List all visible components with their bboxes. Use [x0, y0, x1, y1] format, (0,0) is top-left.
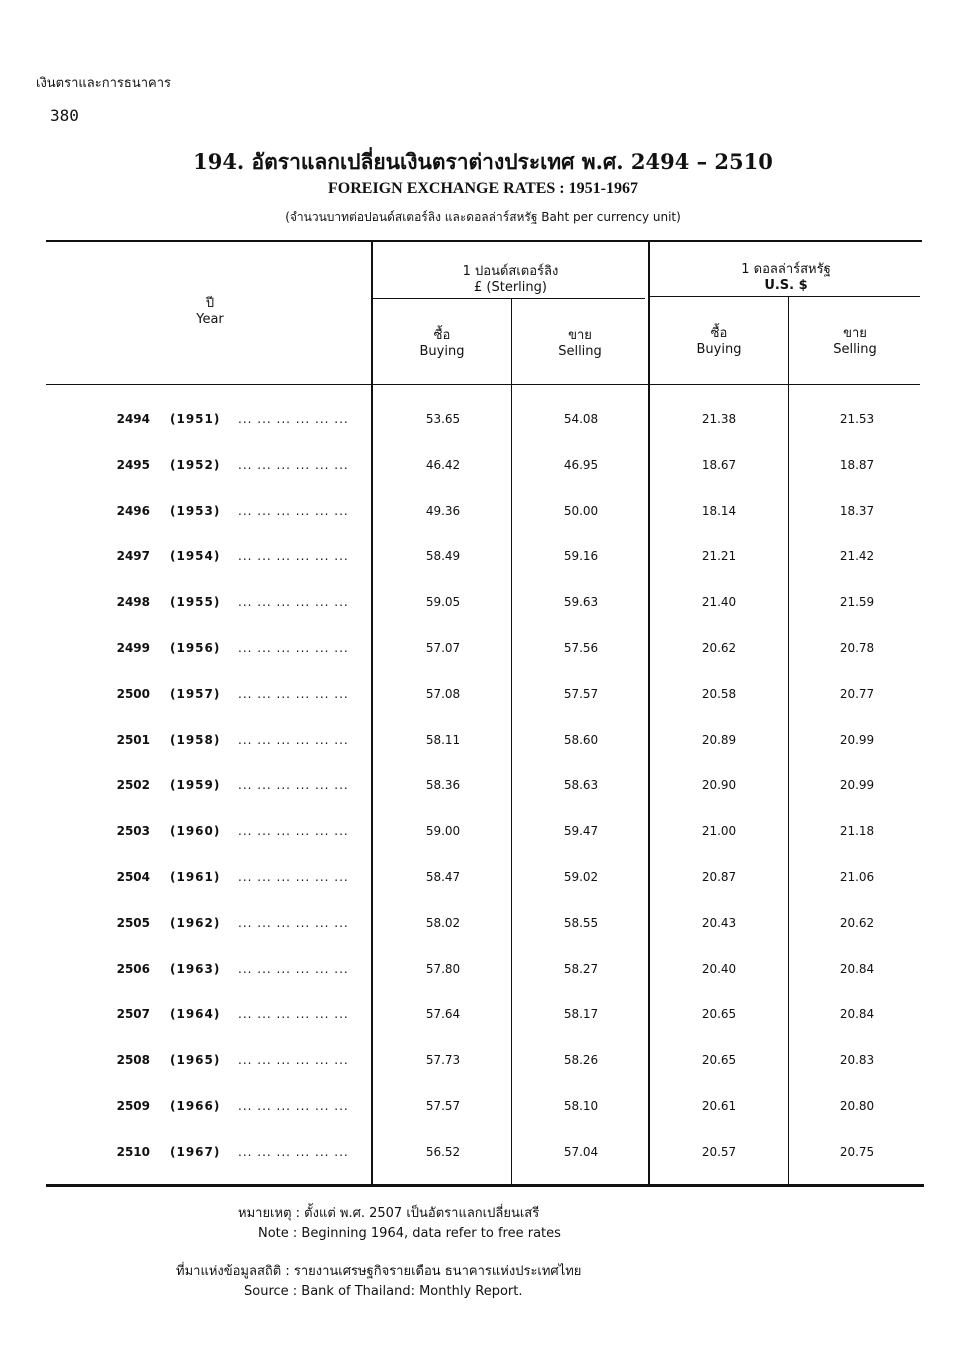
sterling-buying-value: 58.36 [425, 778, 461, 792]
usd-buying-value: 20.65 [701, 1007, 737, 1021]
year-ce: (1958) [170, 733, 221, 747]
leader-dots: ... ... ... ... ... ... [238, 412, 349, 426]
sterling-buying-value: 58.02 [425, 916, 461, 930]
table-row [0, 1145, 966, 1175]
table-subtitle: (จำนวนบาทต่อปอนด์สเตอร์ลิง และดอลล่าร์สหรัฐ Baht per currency unit) [285, 210, 681, 224]
sterling-buying-value: 57.73 [425, 1053, 461, 1067]
table-row [0, 1099, 966, 1129]
usd-buying-value: 20.87 [701, 870, 737, 884]
note-thai: หมายเหตุ : ตั้งแต่ พ.ศ. 2507 เป็นอัตราแลกเปลี่ยนเสรี [238, 1206, 540, 1221]
sterling-selling-value: 57.56 [563, 641, 599, 655]
year-ce: (1960) [170, 824, 221, 838]
year-be: 2503 [116, 824, 150, 838]
sterling-selling-value: 54.08 [563, 412, 599, 426]
year-ce: (1959) [170, 778, 221, 792]
table-row [0, 916, 966, 946]
year-be: 2506 [116, 962, 150, 976]
year-be: 2502 [116, 778, 150, 792]
usd-buying-header [650, 326, 788, 358]
usd-selling-value: 21.59 [839, 595, 875, 609]
year-ce: (1951) [170, 412, 221, 426]
table-row [0, 824, 966, 854]
leader-dots: ... ... ... ... ... ... [238, 916, 349, 930]
sterling-selling-thai: ขาย [568, 328, 592, 343]
usd-buying-value: 18.67 [701, 458, 737, 472]
usd-selling-value: 21.42 [839, 549, 875, 563]
year-ce: (1962) [170, 916, 221, 930]
table-row [0, 870, 966, 900]
usd-buying-english: Buying [696, 342, 742, 357]
year-be: 2501 [116, 733, 150, 747]
usd-buying-value: 20.40 [701, 962, 737, 976]
year-be: 2507 [116, 1007, 150, 1021]
usd-buying-value: 21.00 [701, 824, 737, 838]
leader-dots: ... ... ... ... ... ... [238, 458, 349, 472]
sterling-selling-header [512, 328, 648, 360]
sterling-selling-value: 59.16 [563, 549, 599, 563]
leader-dots: ... ... ... ... ... ... [238, 962, 349, 976]
leader-dots: ... ... ... ... ... ... [238, 1007, 349, 1021]
year-be: 2510 [116, 1145, 150, 1159]
table-row [0, 641, 966, 671]
year-be: 2508 [116, 1053, 150, 1067]
usd-buying-value: 20.58 [701, 687, 737, 701]
year-header-thai: ปี [205, 296, 215, 311]
leader-dots: ... ... ... ... ... ... [238, 1053, 349, 1067]
year-be: 2500 [116, 687, 150, 701]
year-ce: (1953) [170, 504, 221, 518]
usd-selling-value: 20.78 [839, 641, 875, 655]
year-ce: (1956) [170, 641, 221, 655]
sterling-buying-value: 46.42 [425, 458, 461, 472]
leader-dots: ... ... ... ... ... ... [238, 595, 349, 609]
leader-dots: ... ... ... ... ... ... [238, 504, 349, 518]
sterling-selling-value: 59.02 [563, 870, 599, 884]
table-row [0, 962, 966, 992]
year-ce: (1954) [170, 549, 221, 563]
leader-dots: ... ... ... ... ... ... [238, 687, 349, 701]
leader-dots: ... ... ... ... ... ... [238, 870, 349, 884]
year-ce: (1964) [170, 1007, 221, 1021]
leader-dots: ... ... ... ... ... ... [238, 641, 349, 655]
sterling-selling-value: 58.60 [563, 733, 599, 747]
sterling-buying-value: 57.64 [425, 1007, 461, 1021]
sterling-buying-value: 57.80 [425, 962, 461, 976]
year-header-english: Year [196, 312, 224, 327]
usd-selling-english: Selling [833, 342, 877, 357]
table-bottom-rule [46, 1184, 924, 1187]
year-be: 2497 [116, 549, 150, 563]
year-ce: (1957) [170, 687, 221, 701]
sterling-selling-value: 46.95 [563, 458, 599, 472]
usd-buying-value: 21.40 [701, 595, 737, 609]
usd-selling-value: 21.18 [839, 824, 875, 838]
source-thai: ที่มาแห่งข้อมูลสถิติ : รายงานเศรษฐกิจรายเดือน ธนาคารแห่งประเทศไทย [176, 1264, 582, 1279]
table-title-thai: 194. อัตราแลกเปลี่ยนเงินตราต่างประเทศ พ.ศ. 2494 – 2510 [193, 149, 773, 174]
year-ce: (1955) [170, 595, 221, 609]
usd-selling-value: 20.80 [839, 1099, 875, 1113]
usd-buying-value: 20.90 [701, 778, 737, 792]
usd-selling-value: 20.99 [839, 778, 875, 792]
year-ce: (1966) [170, 1099, 221, 1113]
leader-dots: ... ... ... ... ... ... [238, 1145, 349, 1159]
year-ce: (1965) [170, 1053, 221, 1067]
sterling-buying-value: 58.49 [425, 549, 461, 563]
leader-dots: ... ... ... ... ... ... [238, 733, 349, 747]
table-title-english: FOREIGN EXCHANGE RATES : 1951-1967 [328, 180, 638, 197]
table-row [0, 412, 966, 442]
table-row [0, 733, 966, 763]
sterling-selling-value: 58.55 [563, 916, 599, 930]
leader-dots: ... ... ... ... ... ... [238, 1099, 349, 1113]
sterling-selling-value: 57.04 [563, 1145, 599, 1159]
table-row [0, 1053, 966, 1083]
sterling-selling-value: 50.00 [563, 504, 599, 518]
usd-selling-value: 21.06 [839, 870, 875, 884]
usd-buying-value: 18.14 [701, 504, 737, 518]
table-row [0, 549, 966, 579]
table-row [0, 595, 966, 625]
year-be: 2496 [116, 504, 150, 518]
sterling-buying-value: 57.08 [425, 687, 461, 701]
usd-buying-value: 20.62 [701, 641, 737, 655]
sterling-buying-value: 59.00 [425, 824, 461, 838]
sterling-buying-value: 53.65 [425, 412, 461, 426]
usd-buying-value: 21.38 [701, 412, 737, 426]
sterling-selling-value: 58.17 [563, 1007, 599, 1021]
table-row [0, 504, 966, 534]
usd-selling-value: 20.83 [839, 1053, 875, 1067]
usd-selling-thai: ขาย [843, 326, 867, 341]
usd-buying-thai: ซื้อ [710, 326, 728, 341]
usd-selling-value: 18.87 [839, 458, 875, 472]
table-top-rule [46, 240, 922, 242]
table-row [0, 687, 966, 717]
usd-buying-value: 20.43 [701, 916, 737, 930]
usd-buying-value: 20.57 [701, 1145, 737, 1159]
usd-header [650, 262, 922, 294]
page-number: 380 [50, 106, 79, 125]
year-ce: (1963) [170, 962, 221, 976]
sterling-group-rule [373, 298, 645, 299]
usd-buying-value: 20.89 [701, 733, 737, 747]
year-be: 2509 [116, 1099, 150, 1113]
sterling-selling-value: 57.57 [563, 687, 599, 701]
year-ce: (1967) [170, 1145, 221, 1159]
running-head: เงินตราและการธนาคาร [36, 76, 171, 91]
sterling-selling-value: 59.63 [563, 595, 599, 609]
year-be: 2498 [116, 595, 150, 609]
table-row [0, 778, 966, 808]
sterling-buying-value: 49.36 [425, 504, 461, 518]
usd-buying-value: 21.21 [701, 549, 737, 563]
table-row [0, 1007, 966, 1037]
sterling-selling-english: Selling [558, 344, 602, 359]
usd-header-thai: 1 ดอลล่าร์สหรัฐ [741, 262, 831, 277]
usd-selling-value: 20.84 [839, 1007, 875, 1021]
sterling-buying-value: 58.11 [425, 733, 461, 747]
sterling-buying-thai: ซื้อ [433, 328, 451, 343]
usd-header-english: U.S. $ [764, 278, 808, 293]
year-header [150, 296, 270, 328]
usd-selling-value: 20.75 [839, 1145, 875, 1159]
leader-dots: ... ... ... ... ... ... [238, 778, 349, 792]
note-english: Note : Beginning 1964, data refer to free rates [258, 1226, 561, 1241]
sterling-buying-value: 58.47 [425, 870, 461, 884]
usd-buying-value: 20.61 [701, 1099, 737, 1113]
usd-selling-value: 18.37 [839, 504, 875, 518]
year-ce: (1961) [170, 870, 221, 884]
year-be: 2499 [116, 641, 150, 655]
usd-selling-header [789, 326, 921, 358]
sterling-buying-value: 57.57 [425, 1099, 461, 1113]
usd-selling-value: 20.62 [839, 916, 875, 930]
usd-buying-value: 20.65 [701, 1053, 737, 1067]
sterling-buying-value: 59.05 [425, 595, 461, 609]
usd-selling-value: 20.99 [839, 733, 875, 747]
leader-dots: ... ... ... ... ... ... [238, 549, 349, 563]
sterling-selling-value: 58.26 [563, 1053, 599, 1067]
sterling-buying-value: 57.07 [425, 641, 461, 655]
sterling-header [373, 264, 648, 296]
sterling-buying-english: Buying [419, 344, 465, 359]
sterling-selling-value: 58.10 [563, 1099, 599, 1113]
year-be: 2504 [116, 870, 150, 884]
year-be: 2494 [116, 412, 150, 426]
sterling-selling-value: 58.63 [563, 778, 599, 792]
sterling-buying-header [373, 328, 511, 360]
year-be: 2505 [116, 916, 150, 930]
sterling-selling-value: 58.27 [563, 962, 599, 976]
sterling-selling-value: 59.47 [563, 824, 599, 838]
leader-dots: ... ... ... ... ... ... [238, 824, 349, 838]
usd-selling-value: 20.77 [839, 687, 875, 701]
year-ce: (1952) [170, 458, 221, 472]
usd-group-rule [650, 296, 920, 297]
sterling-header-thai: 1 ปอนด์สเตอร์ลิง [462, 264, 559, 279]
source-english: Source : Bank of Thailand: Monthly Report. [244, 1284, 523, 1299]
usd-selling-value: 21.53 [839, 412, 875, 426]
sterling-header-english: £ (Sterling) [474, 280, 547, 295]
table-row [0, 458, 966, 488]
sterling-buying-value: 56.52 [425, 1145, 461, 1159]
usd-selling-value: 20.84 [839, 962, 875, 976]
year-be: 2495 [116, 458, 150, 472]
